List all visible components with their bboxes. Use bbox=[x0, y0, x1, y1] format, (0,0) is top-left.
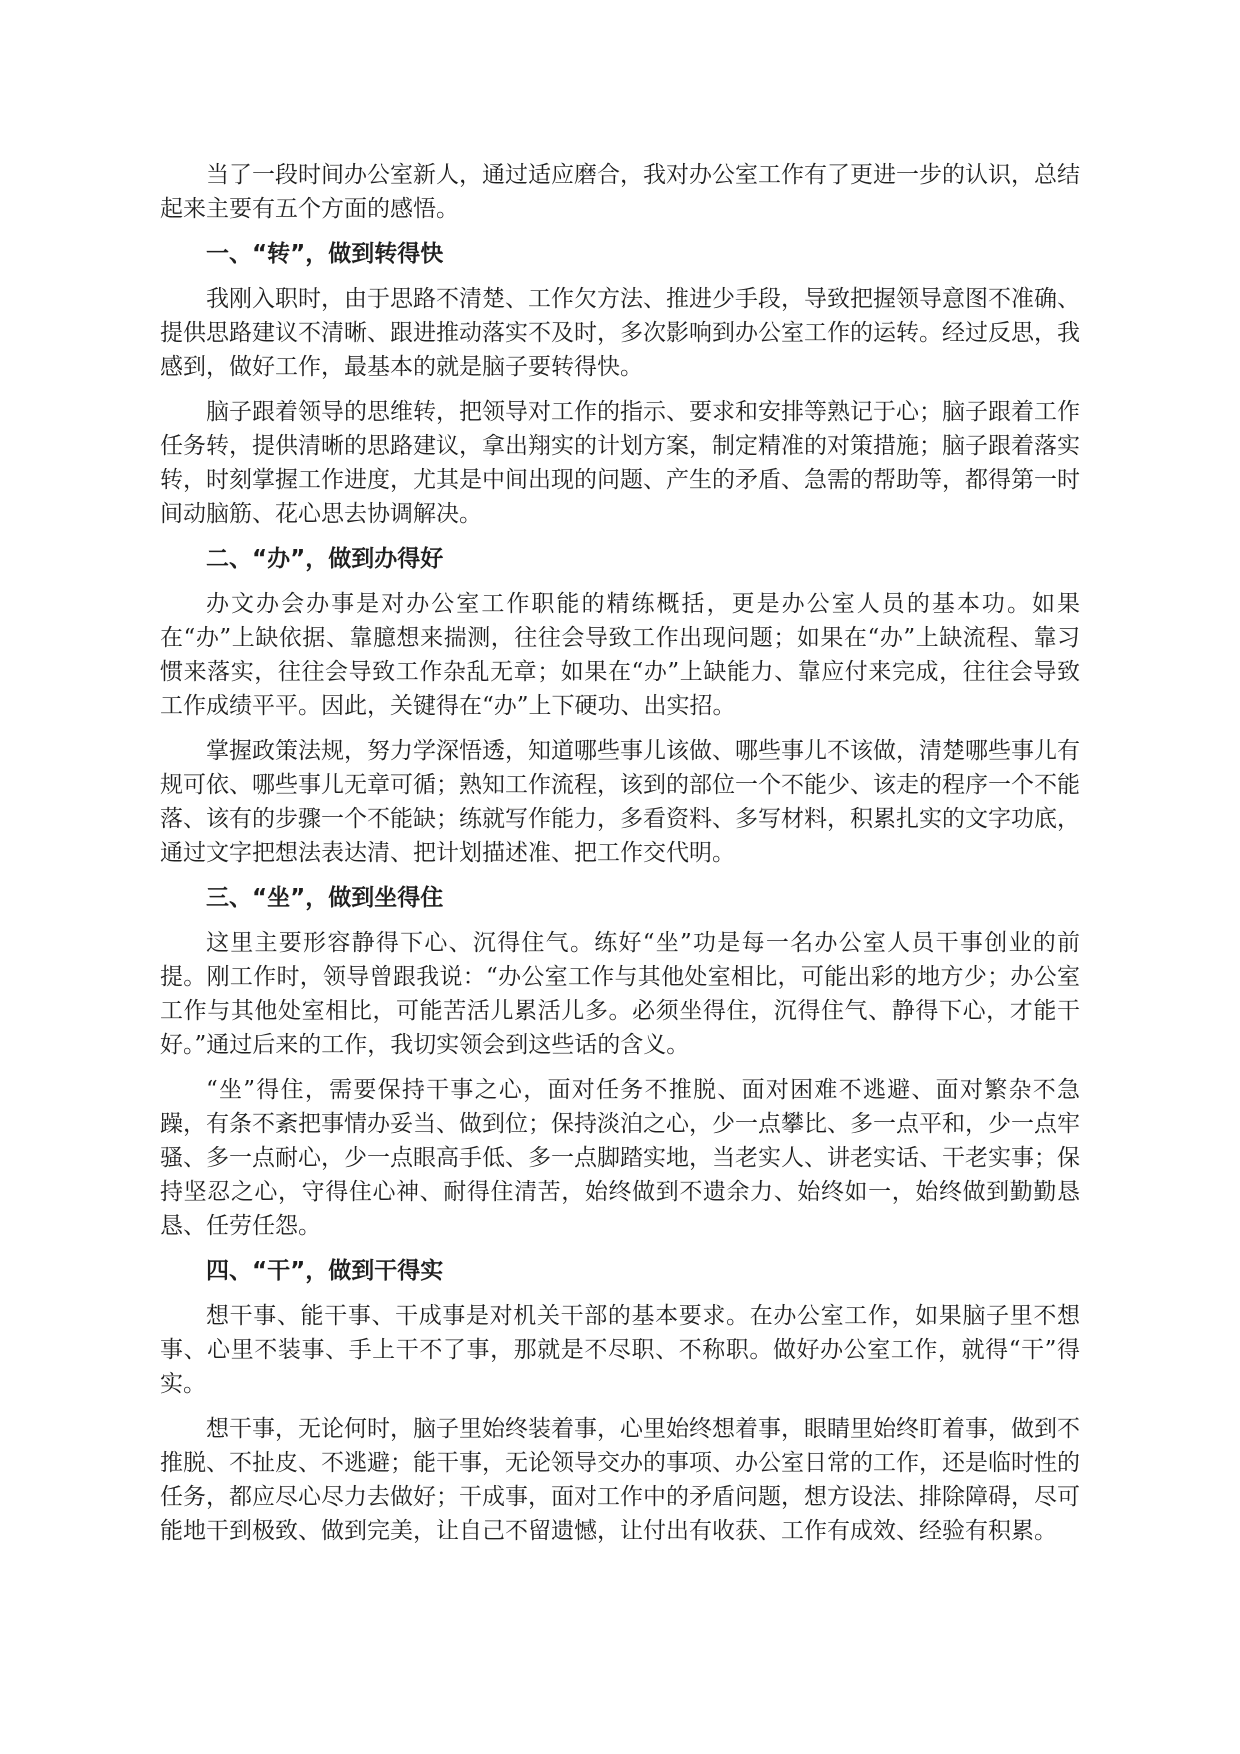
section-2-heading: 二、“办”，做到办得好 bbox=[206, 546, 444, 572]
section-3-paragraph-2: “坐”得住，需要保持干事之心，面对任务不推脱、面对困难不逃避、面对繁杂不急躁，有条不紊把事情办妥当、做到位；保持淡泊之心，少一点攀比、多一点平和，少一点牢骚、多一点耐心，少一点眼高手低、多一点脚踏实地，当老实人、讲老实话、干老实事；保持坚忍之心，守得住心神、耐得住清苦，始终做到不遗余力、始终如一，始终做到勤勤恳恳、任劳任怨。 bbox=[160, 1077, 1080, 1239]
section-2-paragraph-2: 掌握政策法规，努力学深悟透，知道哪些事儿该做、哪些事儿不该做，清楚哪些事儿有规可依、哪些事儿无章可循；熟知工作流程，该到的部位一个不能少、该走的程序一个不能落、该有的步骤一个不能缺；练就写作能力，多看资料、多写材料，积累扎实的文字功底，通过文字把想法表达清、把计划描述准、把工作交代明。 bbox=[160, 738, 1080, 866]
section-2-paragraph-1: 办文办会办事是对办公室工作职能的精练概括，更是办公室人员的基本功。如果在“办”上缺依据、靠臆想来揣测，往往会导致工作出现问题；如果在“办”上缺流程、靠习惯来落实，往往会导致工作杂乱无章；如果在“办”上缺能力、靠应付来完成，往往会导致工作成绩平平。因此，关键得在“办”上下硬功、出实招。 bbox=[160, 591, 1080, 719]
intro-paragraph: 当了一段时间办公室新人，通过适应磨合，我对办公室工作有了更进一步的认识，总结起来主要有五个方面的感悟。 bbox=[160, 162, 1080, 222]
section-1-heading: 一、“转”，做到转得快 bbox=[206, 241, 444, 267]
section-4-paragraph-1: 想干事、能干事、干成事是对机关干部的基本要求。在办公室工作，如果脑子里不想事、心里不装事、手上干不了事，那就是不尽职、不称职。做好办公室工作，就得“干”得实。 bbox=[160, 1303, 1080, 1397]
section-3-paragraph-1: 这里主要形容静得下心、沉得住气。练好“坐”功是每一名办公室人员干事创业的前提。刚工作时，领导曾跟我说：“办公室工作与其他处室相比，可能出彩的地方少；办公室工作与其他处室相比，可能苦活儿累活儿多。必须坐得住，沉得住气、静得下心，才能干好。”通过后来的工作，我切实领会到这些话的含义。 bbox=[160, 930, 1080, 1058]
document-body bbox=[160, 158, 1080, 1559]
section-3-heading: 三、“坐”，做到坐得住 bbox=[206, 885, 444, 911]
section-4-paragraph-2: 想干事，无论何时，脑子里始终装着事，心里始终想着事，眼睛里始终盯着事，做到不推脱、不扯皮、不逃避；能干事，无论领导交办的事项、办公室日常的工作，还是临时性的任务，都应尽心尽力去做好；干成事，面对工作中的矛盾问题，想方设法、排除障碍，尽可能地干到极致、做到完美，让自己不留遗憾，让付出有收获、工作有成效、经验有积累。 bbox=[160, 1416, 1080, 1544]
section-1-paragraph-2: 脑子跟着领导的思维转，把领导对工作的指示、要求和安排等熟记于心；脑子跟着工作任务转，提供清晰的思路建议，拿出翔实的计划方案，制定精准的对策措施；脑子跟着落实转，时刻掌握工作进度，尤其是中间出现的问题、产生的矛盾、急需的帮助等，都得第一时间动脑筋、花心思去协调解决。 bbox=[160, 399, 1080, 527]
section-1-paragraph-1: 我刚入职时，由于思路不清楚、工作欠方法、推进少手段，导致把握领导意图不准确、提供思路建议不清晰、跟进推动落实不及时，多次影响到办公室工作的运转。经过反思，我感到，做好工作，最基本的就是脑子要转得快。 bbox=[160, 286, 1080, 380]
section-4-heading: 四、“干”，做到干得实 bbox=[206, 1258, 444, 1284]
